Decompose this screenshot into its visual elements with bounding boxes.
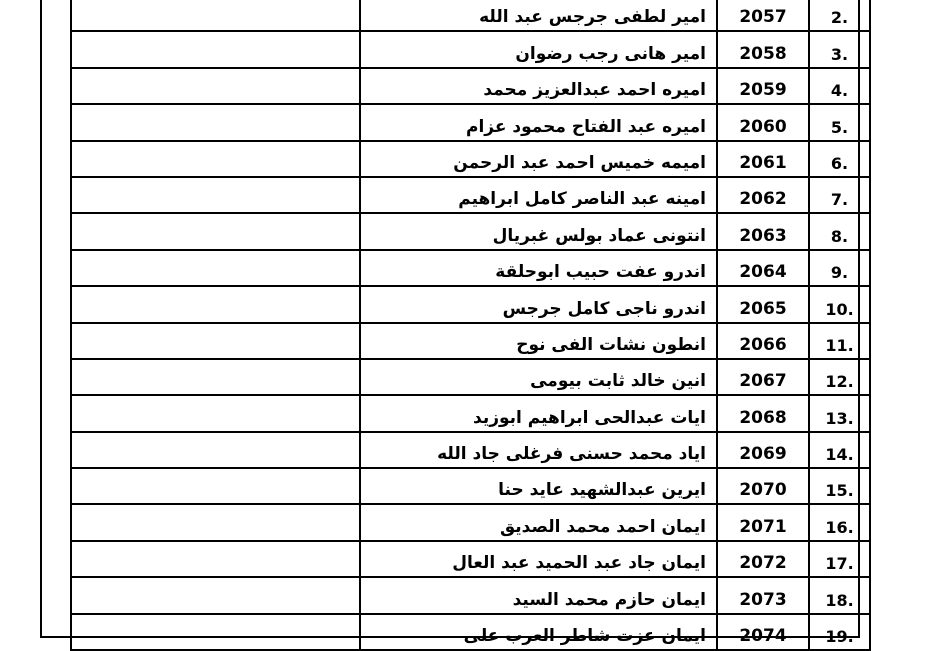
table-row xyxy=(71,541,870,577)
empty-cell xyxy=(71,395,360,431)
student-name: اندرو ناجى كامل جرجس xyxy=(360,286,717,322)
seat-number: 2059 xyxy=(717,68,809,104)
table-row xyxy=(71,141,870,177)
row-number: .6 xyxy=(809,141,870,177)
table-row xyxy=(71,577,870,613)
table-row xyxy=(71,177,870,213)
row-number: .4 xyxy=(809,68,870,104)
empty-cell xyxy=(71,177,360,213)
student-name: انطون نشات الفى نوح xyxy=(360,323,717,359)
row-number: .2 xyxy=(809,0,870,31)
student-name: اندرو عفت حبيب ابوحلقة xyxy=(360,250,717,286)
table-row xyxy=(71,104,870,140)
student-name: امير لطفى جرجس عبد الله xyxy=(360,0,717,31)
empty-cell xyxy=(71,104,360,140)
row-number: .10 xyxy=(809,286,870,322)
seat-number: 2065 xyxy=(717,286,809,322)
table-row xyxy=(71,68,870,104)
table-row xyxy=(71,432,870,468)
row-number: .11 xyxy=(809,323,870,359)
table-row xyxy=(71,359,870,395)
student-table-body xyxy=(71,0,870,650)
seat-number: 2062 xyxy=(717,177,809,213)
table-row xyxy=(71,250,870,286)
seat-number: 2066 xyxy=(717,323,809,359)
empty-cell xyxy=(71,359,360,395)
table-row xyxy=(71,0,870,31)
seat-number: 2073 xyxy=(717,577,809,613)
student-name: ايمان جاد عبد الحميد عبد العال xyxy=(360,541,717,577)
table-row xyxy=(71,614,870,650)
empty-cell xyxy=(71,141,360,177)
student-name: اميره احمد عبدالعزيز محمد xyxy=(360,68,717,104)
table-row xyxy=(71,504,870,540)
table-row xyxy=(71,31,870,67)
row-number: .16 xyxy=(809,504,870,540)
row-number: .18 xyxy=(809,577,870,613)
row-number: .3 xyxy=(809,31,870,67)
row-number: .7 xyxy=(809,177,870,213)
row-number: .19 xyxy=(809,614,870,650)
table-row xyxy=(71,323,870,359)
empty-cell xyxy=(71,31,360,67)
empty-cell xyxy=(71,577,360,613)
seat-number: 2068 xyxy=(717,395,809,431)
seat-number: 2067 xyxy=(717,359,809,395)
student-name: انتونى عماد بولس غبريال xyxy=(360,213,717,249)
student-name: امير هانى رجب رضوان xyxy=(360,31,717,67)
seat-number: 2069 xyxy=(717,432,809,468)
table-row xyxy=(71,468,870,504)
seat-number: 2074 xyxy=(717,614,809,650)
student-name: انين خالد ثابت بيومى xyxy=(360,359,717,395)
row-number: .14 xyxy=(809,432,870,468)
row-number: .15 xyxy=(809,468,870,504)
empty-cell xyxy=(71,286,360,322)
seat-number: 2064 xyxy=(717,250,809,286)
row-number: .8 xyxy=(809,213,870,249)
seat-number: 2060 xyxy=(717,104,809,140)
student-table xyxy=(70,0,871,651)
seat-number: 2071 xyxy=(717,504,809,540)
seat-number: 2057 xyxy=(717,0,809,31)
student-list xyxy=(70,0,861,651)
row-number: .12 xyxy=(809,359,870,395)
empty-cell xyxy=(71,541,360,577)
empty-cell xyxy=(71,213,360,249)
row-number: .5 xyxy=(809,104,870,140)
student-name: اميره عبد الفتاح محمود عزام xyxy=(360,104,717,140)
student-name: اياد محمد حسنى فرغلى جاد الله xyxy=(360,432,717,468)
empty-cell xyxy=(71,68,360,104)
seat-number: 2072 xyxy=(717,541,809,577)
student-name: ايمان حازم محمد السيد xyxy=(360,577,717,613)
student-name: ايمان عزت شاطر العرب على xyxy=(360,614,717,650)
row-number: .17 xyxy=(809,541,870,577)
row-number: .9 xyxy=(809,250,870,286)
empty-cell xyxy=(71,504,360,540)
empty-cell xyxy=(71,432,360,468)
row-number: .13 xyxy=(809,395,870,431)
table-row xyxy=(71,286,870,322)
empty-cell xyxy=(71,468,360,504)
seat-number: 2061 xyxy=(717,141,809,177)
student-name: اميمه خميس احمد عبد الرحمن xyxy=(360,141,717,177)
empty-cell xyxy=(71,614,360,650)
seat-number: 2058 xyxy=(717,31,809,67)
student-name: امينه عبد الناصر كامل ابراهيم xyxy=(360,177,717,213)
table-row xyxy=(71,213,870,249)
student-name: ايات عبدالحى ابراهيم ابوزيد xyxy=(360,395,717,431)
seat-number: 2070 xyxy=(717,468,809,504)
table-row xyxy=(71,395,870,431)
empty-cell xyxy=(71,250,360,286)
student-name: ايرين عبدالشهيد عايد حنا xyxy=(360,468,717,504)
empty-cell xyxy=(71,323,360,359)
seat-number: 2063 xyxy=(717,213,809,249)
student-name: ايمان احمد محمد الصديق xyxy=(360,504,717,540)
empty-cell xyxy=(71,0,360,31)
